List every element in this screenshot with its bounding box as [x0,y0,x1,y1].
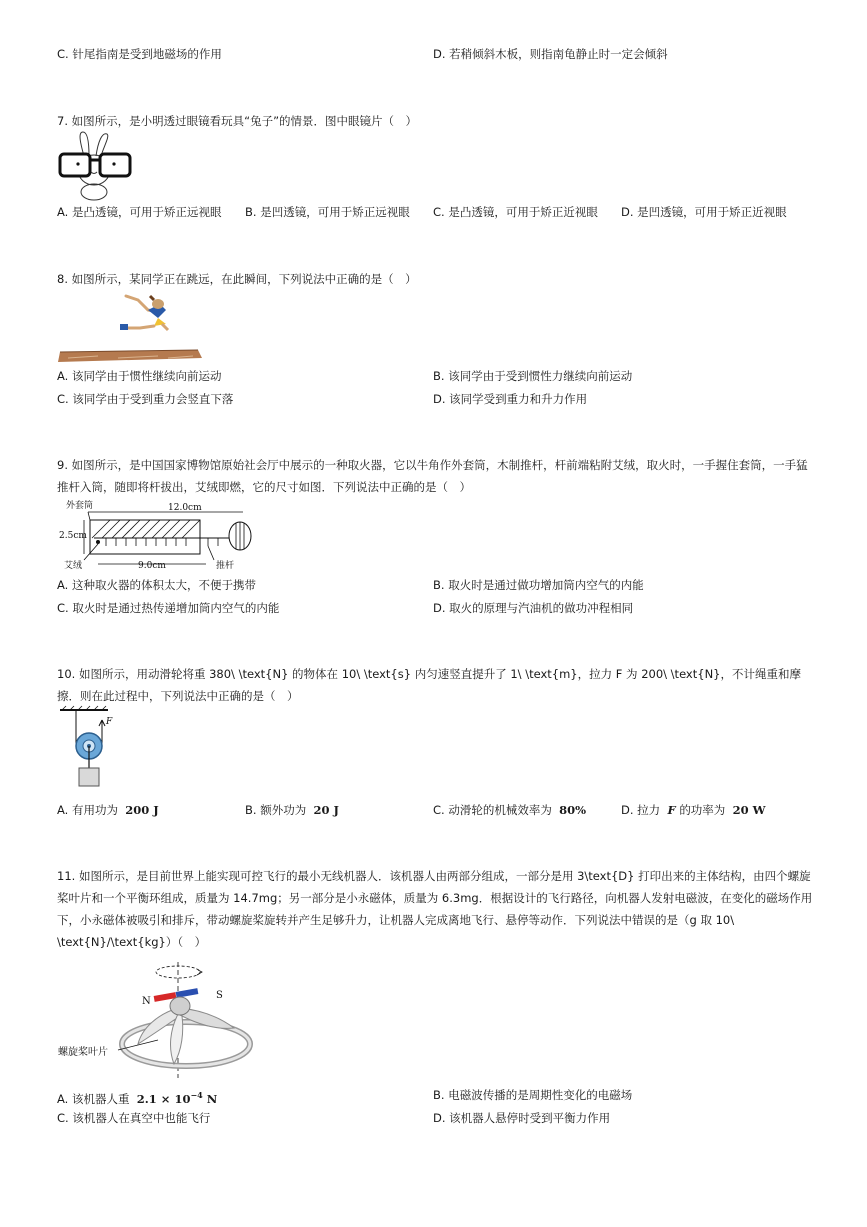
q10-option-b [245,802,339,818]
q8-option-d: D. 该同学受到重力和升力作用 [433,392,588,406]
q11-option-a-exponent: −4 [190,1090,203,1100]
fig-length-label: 12.0cm [168,503,202,513]
q11-option-a [57,1087,217,1107]
q6-option-c: C. 针尾指南是受到地磁场的作用 [57,47,222,61]
q10-option-d-symbol: F [667,803,676,817]
q10-option-a-value: 200 J [125,803,159,817]
q9-option-b: B. 取火时是通过做功增加筒内空气的内能 [433,578,644,592]
q9-option-a: A. 这种取火器的体积太大，不便于携带 [57,578,256,592]
q7-option-c: C. 是凸透镜，可用于矫正近视眼 [433,205,598,219]
fig-blade-label: 螺旋桨叶片 [58,1047,108,1058]
q7-figure-rabbit-glasses [58,130,134,202]
q10-stem: 10. 如图所示，用动滑轮将重 380\ \text{N} 的物体在 10\ \text{s} 内匀速竖直提升了 1\ \text{m}，拉力 F 为 200\ \text{N}，不计绳重和摩擦．则在此过程中，下列说法中正确的是（ ） [57,667,801,703]
q11-figure-robot [58,958,258,1084]
q10-figure-pulley [58,706,122,800]
q8-option-c: C. 该同学由于受到重力会竖直下落 [57,392,234,406]
fig-outer-sleeve-label: 外套筒 [66,501,94,511]
q11-option-a-unit: N [202,1091,218,1106]
q8-stem: 8. 如图所示，某同学正在跳远，在此瞬间，下列说法中正确的是（ ） [57,272,417,286]
q11-option-a-value: 2.1 × 10 [136,1091,191,1106]
q9-figure-fire-piston [58,498,258,572]
q11-option-c: C. 该机器人在真空中也能飞行 [57,1111,211,1125]
fig-rod-length-label: 9.0cm [138,561,166,571]
q10-option-c-label: C. 动滑轮的机械效率为 [433,803,552,817]
fig-moxa-label: 艾绒 [64,561,83,571]
q11-option-a-label: A. 该机器人重 [57,1091,130,1106]
q10-option-d-label: D. 拉力 [621,803,661,817]
q10-option-a [57,802,159,818]
fig-south-label: S [216,990,223,1001]
q10-option-c [433,802,586,818]
q10-option-b-label: B. 额外功为 [245,803,307,817]
q9-stem: 9. 如图所示，是中国国家博物馆原始社会厅中展示的一种取火器，它以牛角作外套筒，木制推杆，杆前端粘附艾绒，取火时，一手握住套筒，一手猛推杆入筒，随即将杆拔出，艾绒即燃，它的尺寸如图．下列说法中正确的是（ ） [57,458,808,494]
q10-option-d-value: 20 W [732,803,766,817]
fig-north-label: N [142,996,151,1007]
q11-option-d: D. 该机器人悬停时受到平衡力作用 [433,1111,611,1125]
q9-option-c: C. 取火时是通过热传递增加筒内空气的内能 [57,601,280,615]
q8-option-a: A. 该同学由于惯性继续向前运动 [57,369,222,383]
q11-stem: 11. 如图所示，是目前世界上能实现可控飞行的最小无线机器人．该机器人由两部分组成，一部分是用 3\text{D} 打印出来的主体结构，由四个螺旋桨叶片和一个平衡环组成，质量为 14.7mg；另一部分是小永磁体，质量为 6.3mg．根据设计的飞行路径，向机器人发射电磁波，在变化的磁场作用下，小永磁体被吸引和排斥，带动螺旋桨旋转并产生足够升力，让机器人完成离地飞行、悬停等动作．下列说法中错误的是（g 取 10\ \text{N}/\text{kg}）（ ） [57,869,813,949]
fig-diameter-label: 2.5cm [59,531,87,541]
q8-figure-long-jump [58,288,203,364]
q10-option-d-mid: 的功率为 [679,803,726,817]
q8-option-b: B. 该同学由于受到惯性力继续向前运动 [433,369,633,383]
q10-option-c-value: 80% [559,803,587,817]
q10-option-a-label: A. 有用功为 [57,803,118,817]
q6-option-d: D. 若稍倾斜木板，则指南龟静止时一定会倾斜 [433,47,668,61]
q7-option-b: B. 是凹透镜，可用于矫正远视眼 [245,205,410,219]
q9-option-d: D. 取火的原理与汽油机的做功冲程相同 [433,601,634,615]
q7-option-a: A. 是凸透镜，可用于矫正远视眼 [57,205,222,219]
fig-rod-label: 推杆 [216,561,235,571]
q7-stem: 7. 如图所示，是小明透过眼镜看玩具“兔子”的情景．图中眼镜片（ ） [57,114,418,128]
fig-force-label: F [106,717,113,727]
q10-option-b-value: 20 J [313,803,339,817]
q10-option-d [621,802,766,818]
q11-option-b: B. 电磁波传播的是周期性变化的电磁场 [433,1088,633,1102]
q7-option-d: D. 是凹透镜，可用于矫正近视眼 [621,205,787,219]
